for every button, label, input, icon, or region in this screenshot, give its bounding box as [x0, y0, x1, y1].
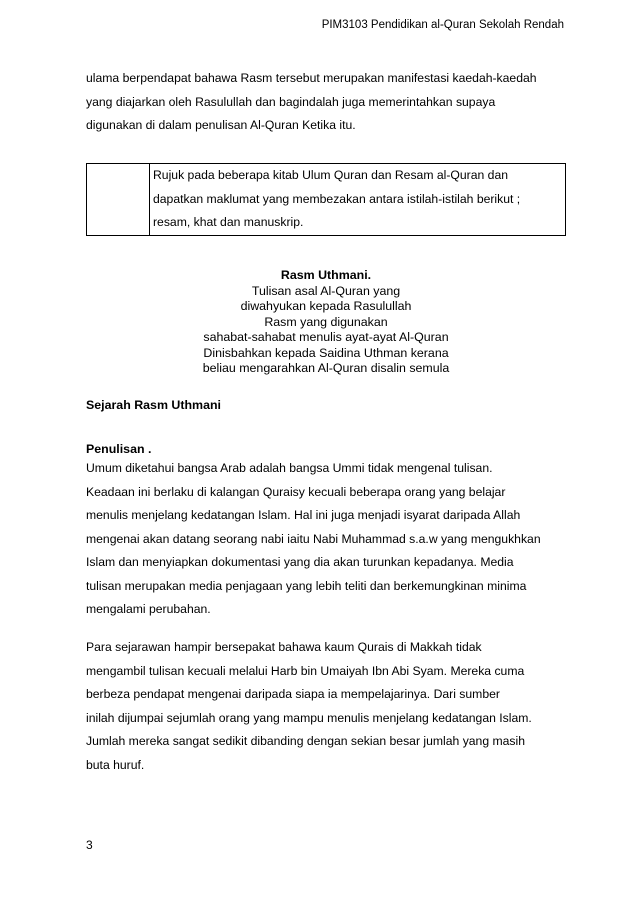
- page-number: 3: [86, 838, 93, 852]
- paragraph-1: [86, 457, 566, 622]
- subheading: Penulisan .: [86, 442, 152, 456]
- definition-line: beliau mengarahkan Al-Quran disalin semula: [202, 361, 450, 375]
- task-box-text: [150, 164, 565, 235]
- section-heading: Sejarah Rasm Uthmani: [86, 398, 221, 412]
- text-line: resam, khat dan manuskrip.: [153, 215, 304, 229]
- text-line: ulama berpendapat bahawa Rasm tersebut merupakan manifestasi kaedah-kaedah: [86, 71, 537, 85]
- text-line: mengambil tulisan kecuali melalui Harb bin Umaiyah Ibn Abi Syam. Mereka cuma: [86, 663, 525, 678]
- text-line: inilah dijumpai sejumlah orang yang mampu menulis menjelang kedatangan Islam.: [86, 710, 532, 725]
- text-line: digunakan di dalam penulisan Al-Quran Ketika itu.: [86, 118, 356, 132]
- text-line: Umum diketahui bangsa Arab adalah bangsa Ummi tidak mengenal tulisan.: [86, 461, 493, 475]
- task-box-icon-cell: [87, 164, 150, 235]
- text-line: yang diajarkan oleh Rasulullah dan bagindalah juga memerintahkan supaya: [86, 94, 496, 109]
- text-line: tulisan merupakan media penjagaan yang lebih teliti dan berkemungkinan minima: [86, 578, 527, 593]
- definition-line: Rasm yang digunakan: [264, 314, 388, 329]
- definition-line: sahabat-sahabat menulis ayat-ayat Al-Quran: [203, 330, 449, 344]
- text-line: Jumlah mereka sangat sedikit dibanding dengan sekian besar jumlah yang masih: [86, 734, 526, 748]
- definition-line: Dinisbahkan kepada Saidina Uthman kerana: [203, 345, 449, 360]
- running-header: PIM3103 Pendidikan al-Quran Sekolah Rendah: [321, 19, 564, 31]
- text-line: Rujuk pada beberapa kitab Ulum Quran dan Resam al-Quran dan: [153, 168, 508, 182]
- task-box: [86, 163, 566, 236]
- text-line: Para sejarawan hampir bersepakat bahawa kaum Qurais di Makkah tidak: [86, 640, 482, 654]
- paragraph-2: [86, 636, 566, 777]
- text-line: buta huruf.: [86, 757, 145, 772]
- intro-paragraph: [86, 67, 566, 138]
- definition-block: [86, 268, 566, 377]
- text-line: Keadaan ini berlaku di kalangan Quraisy kecuali beberapa orang yang belajar: [86, 484, 506, 499]
- text-line: mengalami perubahan.: [86, 602, 211, 616]
- definition-line: Tulisan asal Al-Quran yang: [251, 283, 401, 298]
- text-line: mengenai akan datang seorang nabi iaitu Nabi Muhammad s.a.w yang mengukhkan: [86, 531, 541, 546]
- text-line: menulis menjelang kedatangan Islam. Hal ini juga menjadi isyarat daripada Allah: [86, 508, 521, 522]
- text-line: berbeza pendapat mengenai daripada siapa ia mempelajarinya. Dari sumber: [86, 687, 500, 701]
- definition-line: diwahyukan kepada Rasulullah: [240, 299, 412, 313]
- text-line: dapatkan maklumat yang membezakan antara istilah-istilah berikut ;: [153, 191, 521, 206]
- definition-title: Rasm Uthmani.: [280, 268, 372, 282]
- text-line: Islam dan menyiapkan dokumentasi yang dia akan turunkan kepadanya. Media: [86, 555, 514, 569]
